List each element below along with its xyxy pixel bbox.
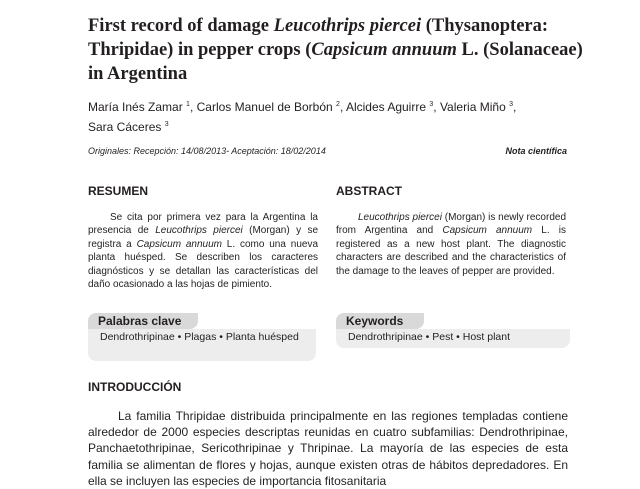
resumen-text: Se cita por primera vez para la Argentina la presencia de Leucothrips piercei (Morgan) y se registra a Capsicum annuum L. como una nueva planta huésped. Se describen los caracteres diagnósticos y se detallan las características del daño ocasionado a las hojas de pimiento. [88, 212, 319, 291]
author-affiliation: 1 [186, 101, 190, 108]
author-affiliation: 3 [164, 121, 169, 128]
article-title: First record of damage Leucothrips piercei (Thysanoptera: Thripidae) in pepper crops (Capsicum annuum L. (Solanaceae) in Argentina [88, 16, 583, 84]
resumen-heading: RESUMEN [88, 184, 149, 198]
intro-heading: INTRODUCCIÓN [88, 380, 182, 394]
title-species: Leucothrips piercei [273, 16, 422, 36]
abstract-text: Leucothrips piercei (Morgan) is newly recorded from Argentina and Capsicum annuum L. is registered as a new host plant. The diagnostic characters are described and the characteristics of the damage to the leaves of pepper are provided. [336, 212, 567, 277]
abstract-heading: ABSTRACT [336, 184, 402, 198]
author: Carlos Manuel de Borbón [196, 100, 333, 114]
title-host: Capsicum annuum [311, 40, 457, 60]
author-affiliation: 3 [429, 101, 434, 108]
author: Alcides Aguirre [345, 100, 427, 114]
intro-paragraph: La familia Thripidae distribuida principalmente en las regiones templadas contiene alrededor de 2000 especies descriptas reunidas en cuatro subfamilias: Dendrothripinae, Panchaetothripinae, Sericothripinae y Thripinae. La mayoría de las especies de esta familia se alimentan de flores y hojas, aunque existen otras de hábitos depredadores. En ella se incluyen las especies de importancia fitosanitaria [88, 409, 568, 488]
author-affiliation: 3 [509, 101, 513, 108]
keywords-es-text: Dendrothripinae • Plagas • Planta huésped [88, 329, 316, 361]
author-affiliation: 2 [336, 101, 340, 108]
article-type: Nota científica [505, 146, 567, 156]
keywords-en-text: Dendrothripinae • Pest • Host plant [336, 329, 570, 348]
author-list: María Inés Zamar $^1$, Carlos Manuel de Borbón $^2$, Alcides Aguirre $^3$, Valeria Miño $^3$, Sara Cáceres $^3$ [88, 100, 517, 134]
keywords-en-heading: Keywords [336, 313, 424, 329]
keywords-en-box [336, 313, 570, 348]
keywords-es-box [88, 313, 316, 361]
submission-dates: Originales: Recepción: 14/08/2013- Aceptación: 18/02/2014 [88, 146, 326, 156]
author: Valeria Miño [439, 100, 506, 114]
author: María Inés Zamar [88, 100, 183, 114]
author: Sara Cáceres [88, 120, 162, 134]
keywords-es-heading: Palabras clave [88, 313, 198, 329]
